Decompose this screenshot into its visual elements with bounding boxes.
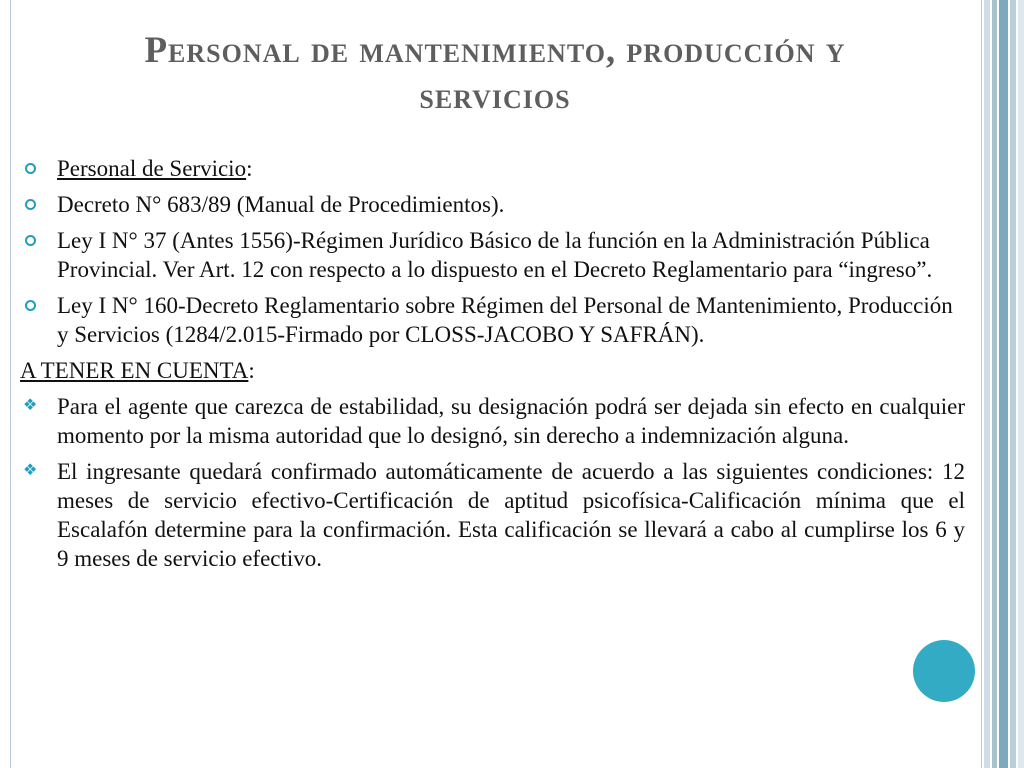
- circle-bullet-icon: [25, 300, 36, 311]
- note-item: [20, 457, 965, 573]
- diamond-bullet-icon: ❖: [23, 395, 38, 414]
- section-heading: A TENER EN CUENTA:: [20, 358, 255, 383]
- circle-bullet-icon: [25, 199, 36, 210]
- note-text: El ingresante quedará confirmado automáticamente de acuerdo a las siguientes condiciones: 12 meses de servicio efectivo-Certificación de aptitud psicofísica-Calificación mínima que el Escalafón determine para la confirmación. Esta calificación se llevará a cabo al cumplirse los 6 y 9 meses de servicio efectivo.: [57, 459, 965, 571]
- list-item: [20, 291, 965, 349]
- page-title: [20, 28, 970, 120]
- decorative-stripes: [984, 0, 1024, 768]
- note-item: [20, 392, 965, 450]
- title-line-1: Personal de mantenimiento, producción y: [144, 30, 846, 71]
- item-text: Ley I N° 37 (Antes 1556)-Régimen Jurídico Básico de la función en la Administración Pública Provincial. Ver Art. 12 con respecto a lo dispuesto en el Decreto Reglamentario para “ingreso”.: [57, 228, 933, 282]
- item-text: Ley I N° 160-Decreto Reglamentario sobre Régimen del Personal de Mantenimiento, Producción y Servicios (1284/2.015-Firmado por CLOSS-JACOBO Y SAFRÁN).: [57, 293, 953, 347]
- slide-content: [20, 154, 965, 580]
- circle-bullet-icon: [25, 235, 36, 246]
- circle-bullet-icon: [25, 163, 36, 174]
- note-text: Para el agente que carezca de estabilidad, su designación podrá ser dejada sin efecto en cualquier momento por la misma autoridad que lo designó, sin derecho a indemnización alguna.: [57, 394, 965, 448]
- item-text: Decreto N° 683/89 (Manual de Procedimientos).: [57, 192, 505, 217]
- title-line-2: servicios: [419, 76, 571, 117]
- item-heading: Personal de Servicio: [57, 156, 247, 181]
- diamond-bullet-icon: ❖: [23, 460, 38, 479]
- list-item: [20, 190, 965, 219]
- decorative-circle: [913, 640, 975, 702]
- list-item: [20, 226, 965, 284]
- list-item: Personal de Servicio:: [20, 154, 965, 183]
